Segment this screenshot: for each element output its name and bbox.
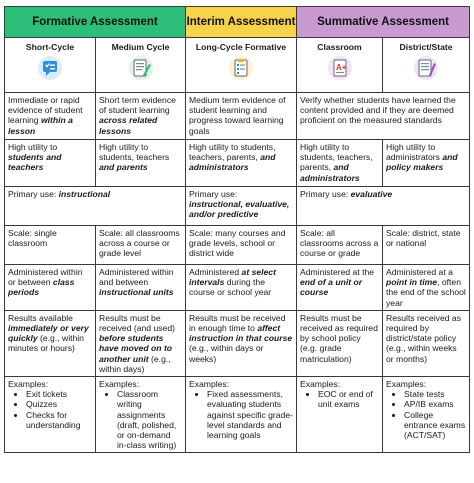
short-utility-emphasis: students and teachers	[8, 152, 62, 173]
classroom-results: Results must be received as required by school policy (e.g. grade matriculation)	[297, 310, 383, 376]
administered-row	[5, 265, 470, 311]
test-sheet-pencil-icon	[413, 55, 439, 81]
summative-assessment-header: Summative Assessment	[297, 7, 470, 38]
long-cycle-description: Medium term evidence of student learning and progress toward learning goals	[186, 93, 297, 140]
long-cycle-header	[186, 38, 297, 93]
short-utility-text: High utility to	[8, 142, 58, 152]
district-admin-text: Administered at a	[386, 267, 453, 277]
classroom-scale: Scale: all classrooms across a course or grade	[297, 226, 383, 265]
long-cycle-scale: Scale: many courses and grade levels, school or district wide	[186, 226, 297, 265]
interim-use-value: instructional, evaluative, and/or predictive	[189, 199, 290, 220]
medium-cycle-utility	[96, 140, 186, 187]
classroom-utility	[297, 140, 383, 187]
long-results-text: Results must be received in enough time to	[189, 312, 286, 334]
example-item: • State tests	[404, 389, 466, 399]
classroom-admin-text: Administered at the	[300, 267, 375, 277]
long-utility-emphasis: and administrators	[189, 152, 276, 173]
long-results-tail: (e.g., within days or weeks)	[189, 343, 264, 364]
long-admin-text: Administered	[189, 267, 242, 277]
example-item: • EOC or end of unit exams	[318, 389, 379, 409]
example-item: • College entrance exams (ACT/SAT)	[404, 410, 466, 441]
short-cycle-utility	[5, 140, 96, 187]
district-state-header	[383, 38, 470, 93]
notepad-pencil-icon	[128, 55, 154, 81]
graded-paper-a-plus-icon	[327, 55, 353, 81]
example-item: • Classroom writing assignments (draft, polished, or on-demand in-class writing)	[117, 389, 182, 450]
clipboard-checklist-icon	[228, 55, 254, 81]
district-examples	[383, 377, 470, 453]
examples-label: Examples:	[189, 379, 230, 390]
short-cycle-administered	[5, 265, 96, 311]
examples-label: Examples:	[300, 379, 341, 390]
district-results: Results received as required by district/state policy (e.g., within weeks or months)	[383, 310, 470, 376]
short-description-emphasis: within a lesson	[8, 115, 73, 136]
medium-utility-text: High utility to students, teachers	[99, 142, 170, 163]
interim-primary-use	[186, 187, 297, 226]
short-results-tail: (e.g., within minutes or hours)	[8, 333, 84, 354]
classroom-examples	[297, 377, 383, 453]
medium-cycle-examples	[96, 377, 186, 453]
medium-cycle-header	[96, 38, 186, 93]
examples-row	[5, 377, 470, 453]
scale-row	[5, 226, 470, 265]
subheader-row	[5, 38, 470, 93]
examples-label: Examples:	[386, 379, 427, 390]
summative-primary-use	[297, 187, 470, 226]
medium-admin-text: Administered within and between	[99, 267, 174, 288]
classroom-header	[297, 38, 383, 93]
medium-utility-emphasis: and parents	[99, 162, 148, 173]
short-cycle-results	[5, 310, 96, 376]
medium-admin-emphasis: instructional units	[99, 287, 174, 298]
formative-use-value: instructional	[58, 189, 111, 199]
svg-text:A+: A+	[335, 63, 346, 73]
utility-row	[5, 140, 470, 187]
classroom-administered	[297, 265, 383, 311]
assessment-table	[4, 6, 470, 453]
interim-assessment-header: Interim Assessment	[186, 7, 297, 38]
description-row	[5, 93, 470, 140]
district-state-label: District/State	[399, 42, 453, 52]
formative-use-label: Primary use:	[8, 189, 59, 199]
classroom-utility-text: High utility to students, teachers, parents,	[300, 142, 373, 173]
examples-list	[386, 389, 466, 440]
short-results-emphasis: immediately or very quickly	[8, 323, 89, 344]
example-item: • Quizzes	[26, 399, 92, 409]
district-administered	[383, 265, 470, 311]
district-admin-tail: , often the end of the school year	[386, 277, 466, 308]
short-cycle-header	[5, 38, 96, 93]
long-results-emphasis: affect instruction in that course	[189, 323, 293, 344]
example-item: • AP/IB exams	[404, 399, 466, 409]
district-utility-text: High utility to administrators	[386, 142, 443, 163]
medium-results-text: Results must be received (and used)	[99, 312, 175, 334]
example-item: • Checks for understanding	[26, 410, 92, 430]
long-cycle-utility	[186, 140, 297, 187]
classroom-label: Classroom	[317, 42, 362, 52]
summative-description: Verify whether students have learned the content provided and if they are deemed proficient on the measured standards	[297, 93, 470, 140]
short-cycle-label: Short-Cycle	[25, 42, 75, 52]
short-cycle-scale: Scale: single classroom	[5, 226, 96, 265]
district-admin-emphasis: point in time	[386, 277, 438, 288]
long-utility-text: High utility to students, teachers, parents,	[189, 142, 276, 163]
medium-results-tail: (e.g., within days)	[99, 353, 171, 374]
primary-use-row	[5, 187, 470, 226]
long-cycle-label: Long-Cycle Formative	[195, 42, 287, 52]
band-header-row	[5, 7, 470, 38]
results-row	[5, 310, 470, 376]
summative-use-label: Primary use:	[300, 189, 351, 199]
formative-assessment-header: Formative Assessment	[5, 7, 186, 38]
medium-cycle-label: Medium Cycle	[111, 42, 170, 52]
medium-cycle-results	[96, 310, 186, 376]
examples-list	[99, 389, 182, 450]
district-scale: Scale: district, state or national	[383, 226, 470, 265]
examples-label: Examples:	[99, 379, 140, 390]
example-item: • Fixed assessments, evaluating students against specific grade-level standards and learning goals	[207, 389, 293, 440]
medium-description-emphasis: across related lessons	[99, 115, 158, 136]
long-admin-emphasis: at select intervals	[189, 267, 276, 288]
medium-description-text: Short term evidence of student learning	[99, 95, 176, 116]
classroom-utility-emphasis: and administrators	[300, 162, 360, 183]
long-cycle-administered	[186, 265, 297, 311]
classroom-admin-emphasis: end of a unit or course	[300, 277, 363, 298]
examples-label: Examples:	[8, 379, 49, 390]
short-cycle-examples	[5, 377, 96, 453]
short-admin-text: Administered within or between	[8, 267, 83, 288]
long-cycle-results	[186, 310, 297, 376]
examples-list	[189, 389, 293, 440]
short-admin-emphasis: class periods	[8, 277, 75, 298]
long-cycle-examples	[186, 377, 297, 453]
examples-list	[300, 389, 379, 409]
short-results-text: Results available	[8, 312, 73, 323]
interim-use-label: Primary use:	[189, 189, 238, 199]
examples-list	[8, 389, 92, 430]
district-utility	[383, 140, 470, 187]
medium-cycle-administered	[96, 265, 186, 311]
medium-results-emphasis: before students have moved on to another unit	[99, 333, 173, 364]
example-item: • Exit tickets	[26, 389, 92, 399]
short-cycle-description	[5, 93, 96, 140]
district-utility-emphasis: and policy makers	[386, 152, 458, 173]
speech-bubble-checklist-icon	[37, 55, 63, 81]
short-description-text: Immediate or rapid evidence of student learning	[8, 95, 83, 126]
long-admin-tail: during the course or school year	[189, 277, 272, 298]
medium-cycle-description	[96, 93, 186, 140]
summative-use-value: evaluative	[350, 189, 393, 199]
formative-primary-use	[5, 187, 186, 226]
medium-cycle-scale: Scale: all classrooms across a course or grade level	[96, 226, 186, 265]
